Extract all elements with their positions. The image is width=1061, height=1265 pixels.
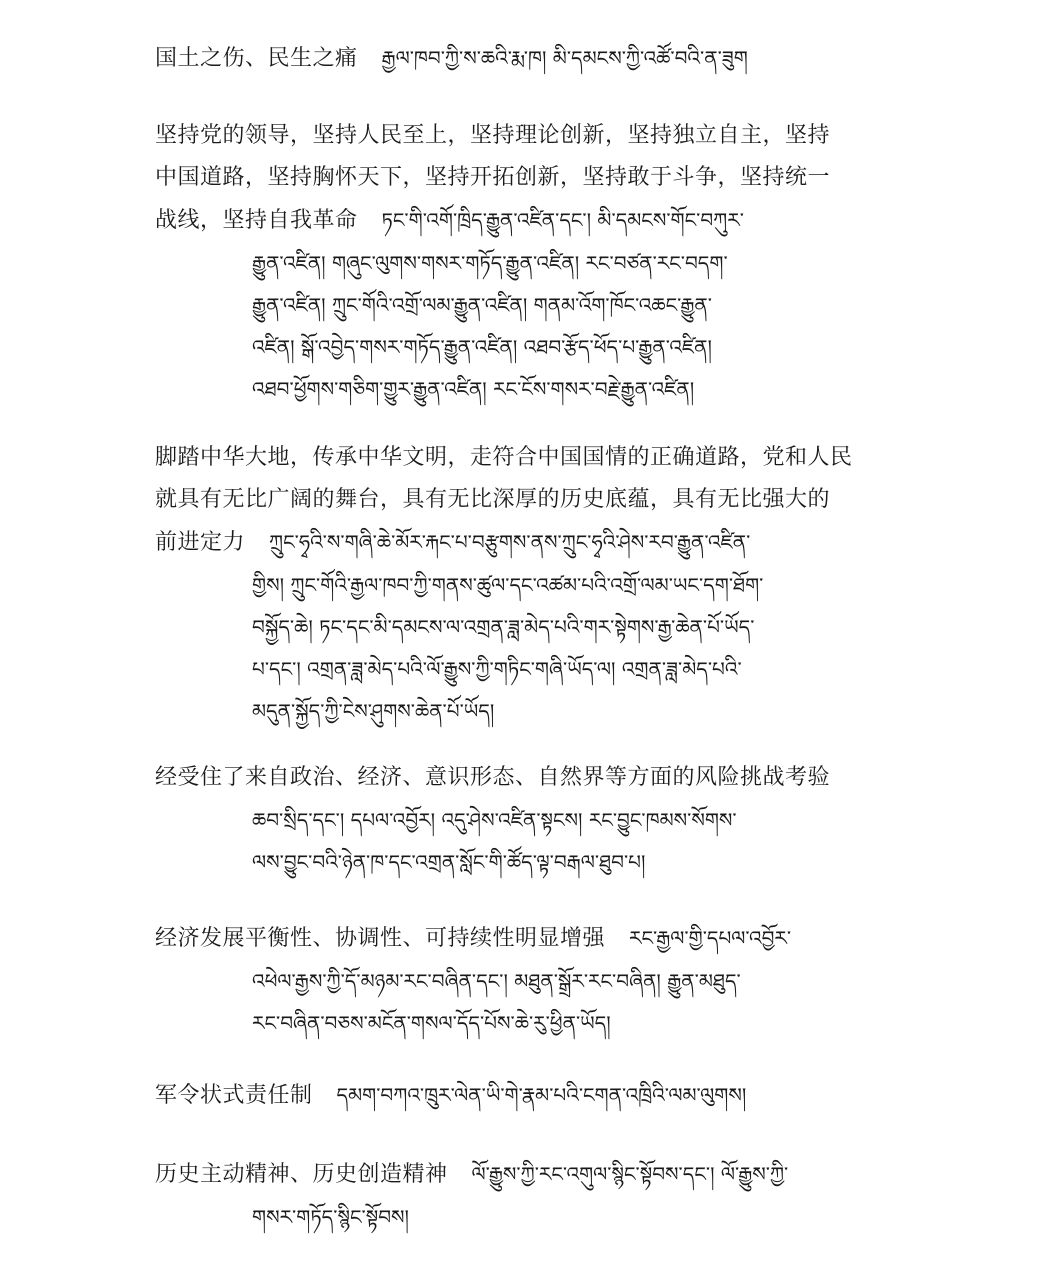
tibetan-translation <box>155 960 930 1044</box>
chinese-term: 历史主动精神、历史创造精神 <box>155 1162 448 1187</box>
tibetan-line: རྒྱུན་འཛིན། གཞུང་ལུགས་གསར་གཏོད་རྒྱུན་འཛིན། རང་བཙན་རང་བདག་ <box>252 251 728 275</box>
tibetan-translation-first-line: ཏང་གི་འགོ་ཁྲིད་རྒྱུན་འཛིན་དང་། མི་དམངས་གོང་བཀུར་ <box>381 208 744 232</box>
glossary-entry <box>155 917 930 1044</box>
tibetan-translation: དམག་བཀའ་ཁྲུར་ལེན་ཡི་གེ་རྣམ་པའི་ངགན་འཁྲིའི་ལམ་ལུགས། <box>336 1083 747 1107</box>
chinese-term: 经受住了来自政治、经济、意识形态、自然界等方面的风险挑战考验 <box>155 765 831 790</box>
chinese-term-line: 坚持党的领导，坚持人民至上，坚持理论创新，坚持独立自主，坚持 <box>155 123 831 148</box>
tibetan-line: འཛིན། སྒོ་འབྱེད་གསར་གཏོད་རྒྱུན་འཛིན། འཐབ་རྩོད་ཕོད་པ་རྒྱུན་འཛིན། <box>252 335 712 359</box>
entry-row <box>155 521 930 564</box>
chinese-term: 军令状式责任制 <box>155 1083 313 1108</box>
glossary-entry <box>155 37 930 80</box>
tibetan-translation <box>155 1196 930 1238</box>
glossary-entry <box>155 757 930 883</box>
tibetan-translation: རྒྱལ་ཁབ་ཀྱི་ས་ཆའི་རྨ་ཁ། མི་དམངས་ཀྱི་འཚོ་བའི་ན་ཟུག <box>381 46 748 70</box>
glossary-entry <box>155 115 930 410</box>
tibetan-line: གསར་གཏོད་སྙིང་སྟོབས། <box>252 1205 409 1229</box>
tibetan-line: མདུན་སྐྱོད་ཀྱི་ངེས་ཤུགས་ཆེན་པོ་ཡོད། <box>252 699 495 723</box>
chinese-term-line: 就具有无比广阔的舞台，具有无比深厚的历史底蕴，具有无比强大的 <box>155 487 831 512</box>
tibetan-line: རང་བཞིན་བཅས་མངོན་གསལ་དོད་པོས་ཆེ་རུ་ཕྱིན་ཡོད། <box>252 1011 611 1035</box>
chinese-term-line: 前进定力 <box>155 530 246 555</box>
glossary-entry <box>155 1074 930 1117</box>
chinese-term <box>155 437 930 521</box>
tibetan-line: འཐབ་ཕྱོགས་གཅིག་གྱུར་རྒྱུན་འཛིན། རང་ངོས་གསར་བརྗེ་རྒྱུན་འཛིན། <box>252 377 695 401</box>
entry-row <box>155 917 930 960</box>
entry-row <box>155 1153 930 1196</box>
tibetan-translation-first-line: ཀྲུང་ཧྭའི་ས་གཞི་ཆེ་མོར་རྐང་པ་བརྩུགས་ནས་ཀྲུང་ཧྭའི་ཤེས་རབ་རྒྱུན་འཛིན་ <box>269 530 751 554</box>
tibetan-line: བསྐྱོད་ཆེ། ཏང་དང་མི་དམངས་ལ་འགྲན་ཟླ་མེད་པའི་གར་སྟེགས་རྒྱ་ཆེན་པོ་ཡོད་ <box>252 615 755 639</box>
tibetan-translation <box>155 799 930 883</box>
tibetan-line: གྱིས། ཀྲུང་གོའི་རྒྱལ་ཁབ་ཀྱི་གནས་ཚུལ་དང་འཚམ་པའི་འགྲོ་ལམ་ཡང་དག་ཐོག་ <box>252 573 764 597</box>
chinese-term-line: 脚踏中华大地，传承中华文明，走符合中国国情的正确道路，党和人民 <box>155 445 853 470</box>
tibetan-line: འཕེལ་རྒྱས་ཀྱི་དོ་མཉམ་རང་བཞིན་དང་། མཐུན་སྒྲོར་རང་བཞིན། རྒྱུན་མཐུད་ <box>252 969 741 993</box>
entry-row <box>155 199 930 242</box>
tibetan-line: རྒྱུན་འཛིན། ཀྲུང་གོའི་འགྲོ་ལམ་རྒྱུན་འཛིན། གནམ་འོག་ཁོང་འཆང་རྒྱུན་ <box>252 293 712 317</box>
tibetan-translation <box>155 564 930 732</box>
glossary-entry <box>155 1153 930 1238</box>
tibetan-line: པ་དང་། འགྲན་ཟླ་མེད་པའི་ལོ་རྒྱུས་ཀྱི་གཏིང་གཞི་ཡོད་ལ། འགྲན་ཟླ་མེད་པའི་ <box>252 657 742 681</box>
chinese-term <box>155 115 930 199</box>
tibetan-line: ཆབ་སྲིད་དང་། དཔལ་འབྱོར། འདུ་ཤེས་འཛིན་སྟངས། རང་བྱུང་ཁམས་སོགས་ <box>252 808 737 832</box>
tibetan-line: ལས་བྱུང་བའི་ཉེན་ཁ་དང་འགྲན་སློང་གི་ཚོད་ལྟ་བརྒལ་ཐུབ་པ། <box>252 850 646 874</box>
chinese-term: 国土之伤、民生之痛 <box>155 46 358 71</box>
entry-row <box>155 37 930 80</box>
glossary-entry <box>155 437 930 732</box>
chinese-term: 经济发展平衡性、协调性、可持续性明显增强 <box>155 926 606 951</box>
entry-row <box>155 1074 930 1117</box>
tibetan-translation-first-line: རང་རྒྱལ་གྱི་དཔལ་འབྱོར་ <box>629 926 792 950</box>
chinese-term-line: 中国道路，坚持胸怀天下，坚持开拓创新，坚持敢于斗争，坚持统一 <box>155 165 831 190</box>
chinese-term-line: 战线，坚持自我革命 <box>155 208 358 233</box>
tibetan-translation-first-line: ལོ་རྒྱུས་ཀྱི་རང་འགུལ་སྙིང་སྟོབས་དང་། ལོ་རྒྱུས་ཀྱི་ <box>471 1162 789 1186</box>
tibetan-translation <box>155 242 930 410</box>
